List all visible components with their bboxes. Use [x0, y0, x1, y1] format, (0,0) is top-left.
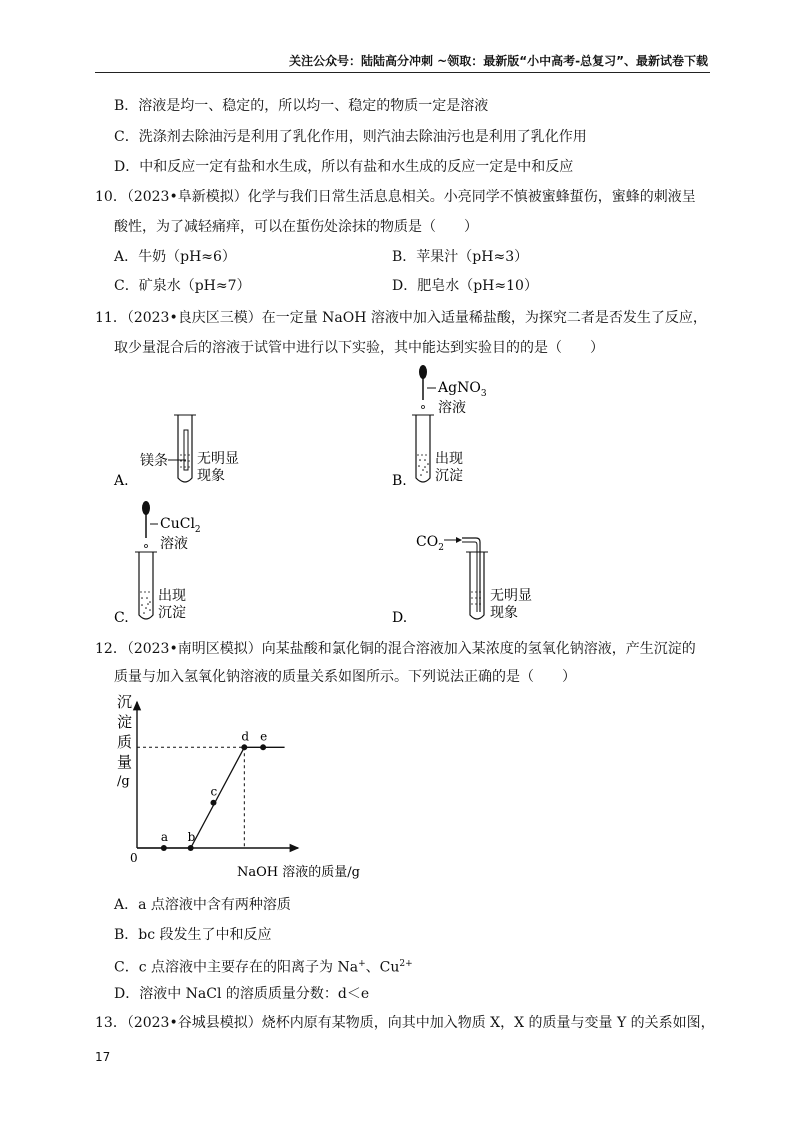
q11-c-result-1: 出现 — [158, 588, 186, 604]
header-divider — [95, 72, 710, 73]
q12-option-d: D．溶液中 NaCl 的溶质质量分数：d＜e — [114, 986, 370, 1002]
y-axis-label-char: 淀 — [117, 713, 133, 731]
svg-text:CuCl2 — [160, 516, 201, 535]
data-label-d: d — [241, 729, 250, 744]
y-axis-label-char: 量 — [117, 753, 133, 771]
q12-chart — [105, 690, 375, 882]
q9-option-c: C．洗涤剂去除油污是利用了乳化作用，则汽油去除油污也是利用了乳化作用 — [114, 129, 587, 145]
q11-a-result-1: 无明显 — [197, 451, 239, 467]
data-point-b — [188, 845, 194, 851]
q10-option-c: C．矿泉水（pH≈7） — [114, 278, 251, 294]
q9-option-d: D．中和反应一定有盐和水生成，所以有盐和水生成的反应一定是中和反应 — [114, 159, 574, 175]
data-label-c: c — [210, 784, 218, 799]
q11-b-result-1: 出现 — [435, 451, 463, 467]
q10-option-b: B．苹果汁（pH≈3） — [392, 249, 529, 265]
q11-b-solution: 溶液 — [438, 400, 466, 416]
q11-stem-2: 取少量混合后的溶液于试管中进行以下实验，其中能达到实验目的的是（ ） — [114, 340, 604, 356]
q12-stem-2: 质量与加入氢氧化钠溶液的质量关系如图所示。下列说法正确的是（ ） — [114, 669, 576, 685]
q11-a-result-2: 现象 — [197, 468, 225, 484]
q11-b-precipitate — [418, 459, 429, 476]
data-point-e — [260, 744, 266, 750]
data-label-b: b — [187, 830, 196, 844]
y-axis-label-char: /g — [117, 774, 130, 789]
q11-b-letter: B. — [392, 473, 407, 489]
q10-option-d: D．肥皂水（pH≈10） — [392, 278, 538, 294]
q12-option-b: B．bc 段发生了中和反应 — [114, 927, 272, 943]
data-label-a: a — [160, 830, 168, 844]
q11-c-reagent-sub: 2 — [194, 525, 201, 535]
q13-stem-1: 13．（2023•谷城县模拟）烧杯内原有某物质，向其中加入物质 X，X 的质量与变量 Y 的关系如图， — [95, 1015, 715, 1031]
q11-a-strip-label: 镁条 — [140, 453, 168, 469]
y-axis-label-char: 质 — [117, 733, 133, 751]
data-point-d — [241, 744, 247, 750]
q10-stem-1: 10．（2023•阜新模拟）化学与我们日常生活息息相关。小亮同学不慎被蜜蜂蜇伤，蜜蜂的刺液呈 — [95, 189, 696, 205]
x-axis-label: NaOH 溶液的质量/g — [237, 865, 360, 880]
q11-d-gas-sub: 2 — [438, 543, 444, 553]
q10-stem-2: 酸性，为了减轻痛痒，可以在蜇伤处涂抹的物质是（ ） — [114, 219, 478, 235]
data-point-a — [161, 845, 167, 851]
q11-a-letter: A. — [114, 473, 129, 489]
page-number: 17 — [95, 1050, 111, 1064]
q9-option-b: B．溶液是均一、稳定的，所以均一、稳定的物质一定是溶液 — [114, 98, 489, 114]
q12-stem-1: 12．（2023•南明区模拟）向某盐酸和氯化铜的混合溶液加入某浓度的氢氧化钠溶液，产生沉淀的 — [95, 641, 696, 657]
q10-option-a: A．牛奶（pH≈6） — [114, 249, 236, 265]
q11-figures — [0, 360, 800, 630]
q11-b-test-tube — [416, 415, 430, 482]
q11-d-gas: CO — [416, 534, 439, 550]
q12-option-c: C．c 点溶液中主要存在的阳离子为 Na+、$Cu^{2+}$ — [114, 959, 413, 976]
q11-figure-d — [392, 534, 532, 626]
q11-d-result-1: 无明显 — [490, 588, 532, 604]
svg-text:AgNO3 — [437, 380, 487, 399]
data-point-c — [210, 800, 216, 806]
q11-figure-a — [113, 415, 239, 489]
svg-text:CO2 — [416, 534, 444, 553]
q11-a-mg-strip — [184, 430, 188, 470]
q11-c-reagent: CuCl — [160, 516, 195, 532]
q11-figure-c — [114, 501, 201, 626]
q11-stem-1: 11．（2023•良庆区三模）在一定量 NaOH 溶液中加入适量稀盐酸，为探究二者是否发生了反应， — [95, 310, 707, 326]
q11-a-test-tube — [178, 415, 192, 482]
data-label-e: e — [260, 729, 268, 744]
q11-b-reagent: AgNO — [438, 380, 481, 396]
q11-c-letter: C. — [114, 610, 129, 626]
q11-c-precipitate — [141, 597, 151, 614]
q11-d-result-2: 现象 — [490, 605, 518, 621]
q11-c-test-tube — [139, 552, 153, 619]
page-header: 关注公众号：陆陆高分冲刺 ~领取：最新版“小中高考-总复习”、最新试卷下载 — [289, 54, 708, 68]
q11-b-result-2: 沉淀 — [435, 468, 463, 484]
q11-c-solution: 溶液 — [160, 536, 188, 552]
origin-label: 0 — [130, 851, 138, 865]
y-axis-label-char: 沉 — [117, 693, 133, 711]
q11-c-dropper-bulb — [142, 501, 150, 515]
q12-option-a: A．a 点溶液中含有两种溶质 — [114, 897, 291, 913]
q11-b-reagent-sub: 3 — [480, 389, 487, 399]
q11-d-letter: D. — [392, 610, 408, 626]
q11-figure-b — [392, 365, 487, 489]
q11-b-dropper-bulb — [419, 365, 427, 379]
q11-c-result-2: 沉淀 — [158, 605, 186, 621]
